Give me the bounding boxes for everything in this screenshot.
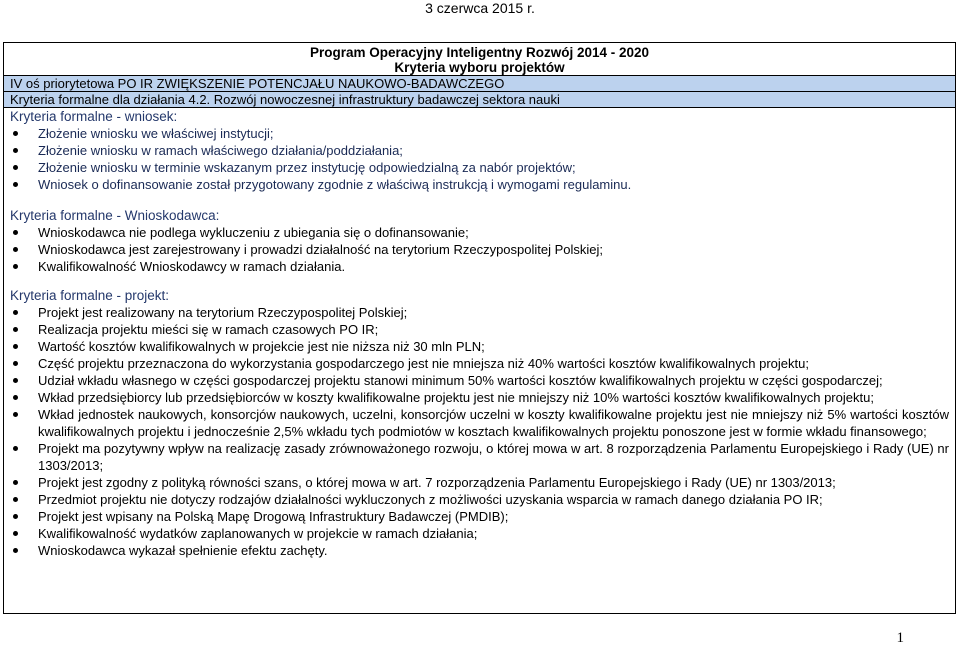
list-item: Kwalifikowalność Wnioskodawcy w ramach działania. xyxy=(10,258,949,275)
section-wniosek xyxy=(4,108,955,193)
list-item: Część projektu przeznaczona do wykorzystania gospodarczego jest nie mniejsza niż 40% wartości kosztów kwalifikowalnych projektu; xyxy=(10,355,949,372)
list-item: Wniosek o dofinansowanie został przygotowany zgodnie z właściwą instrukcją i wymogami regulaminu. xyxy=(10,176,949,193)
list-item: Przedmiot projektu nie dotyczy rodzajów działalności wykluczonych z możliwości uzyskania wsparcia w ramach danego działania PO IR; xyxy=(10,491,949,508)
section-title: Kryteria formalne - wniosek: xyxy=(10,109,178,124)
list-item: Złożenie wniosku w terminie wskazanym przez instytucję odpowiedzialną za nabór projektów; xyxy=(10,159,949,176)
list-item: Złożenie wniosku w ramach właściwego działania/poddziałania; xyxy=(10,142,949,159)
measure-band: Kryteria formalne dla działania 4.2. Rozwój nowoczesnej infrastruktury badawczej sektora nauki xyxy=(4,92,955,108)
list-item: Wkład przedsiębiorcy lub przedsiębiorców w koszty kwalifikowalne projektu jest nie mniejszy niż 10% wartości kosztów kwalifikowalnych projektu; xyxy=(10,389,949,406)
list-item: Wnioskodawca jest zarejestrowany i prowadzi działalność na terytorium Rzeczypospolitej Polskiej; xyxy=(10,241,949,258)
list-item: Wnioskodawca nie podlega wykluczeniu z ubiegania się o dofinansowanie; xyxy=(10,224,949,241)
list-item: Projekt ma pozytywny wpływ na realizację zasady zrównoważonego rozwoju, o której mowa w art. 8 rozporządzenia Parlamentu Europejskiego i Rady (UE) nr 1303/2013; xyxy=(10,440,949,474)
section-title: Kryteria formalne - Wnioskodawca: xyxy=(10,208,220,223)
list-item: Wkład jednostek naukowych, konsorcjów naukowych, uczelni, konsorcjów uczelni w koszty kwalifikowalne projektu jest nie mniejszy niż 5% wartości kosztów kwalifikowalnych projektu i jednocześnie 2,5% wkładu tych podmiotów w kosztach kwalifikowalnych projektu ponoszone jest w formie wkładu finansowego; xyxy=(10,406,949,440)
list-item: Wnioskodawca wykazał spełnienie efektu zachęty. xyxy=(10,542,949,559)
list-item: Kwalifikowalność wydatków zaplanowanych w projekcie w ramach działania; xyxy=(10,525,949,542)
criteria-subtitle: Kryteria wyboru projektów xyxy=(394,60,565,75)
list-item: Projekt jest wpisany na Polską Mapę Drogową Infrastruktury Badawczej (PMDIB); xyxy=(10,508,949,525)
section-wnioskodawca xyxy=(4,207,955,275)
list-item: Projekt jest zgodny z polityką równości szans, o której mowa w art. 7 rozporządzenia Parlamentu Europejskiego i Rady (UE) nr 1303/2013; xyxy=(10,474,949,491)
list-item: Wartość kosztów kwalifikowalnych w projekcie jest nie niższa niż 30 mln PLN; xyxy=(10,338,949,355)
page-number: 1 xyxy=(896,630,904,646)
list-item: Złożenie wniosku we właściwej instytucji; xyxy=(10,125,949,142)
section-title: Kryteria formalne - projekt: xyxy=(10,288,170,303)
list-item: Udział wkładu własnego w części gospodarczej projektu stanowi minimum 50% wartości kosztów kwalifikowalnych projektu w części gospodarczej; xyxy=(10,372,949,389)
criteria-box xyxy=(3,42,956,614)
list-item: Realizacja projektu mieści się w ramach czasowych PO IR; xyxy=(10,321,949,338)
list-item: Projekt jest realizowany na terytorium Rzeczypospolitej Polskiej; xyxy=(10,304,949,321)
section-projekt xyxy=(4,287,955,559)
priority-axis-band: IV oś priorytetowa PO IR ZWIĘKSZENIE POTENCJAŁU NAUKOWO-BADAWCZEGO xyxy=(4,75,955,92)
program-title: Program Operacyjny Inteligentny Rozwój 2014 - 2020 xyxy=(309,45,650,60)
document-date: 3 czerwca 2015 r. xyxy=(425,0,535,16)
